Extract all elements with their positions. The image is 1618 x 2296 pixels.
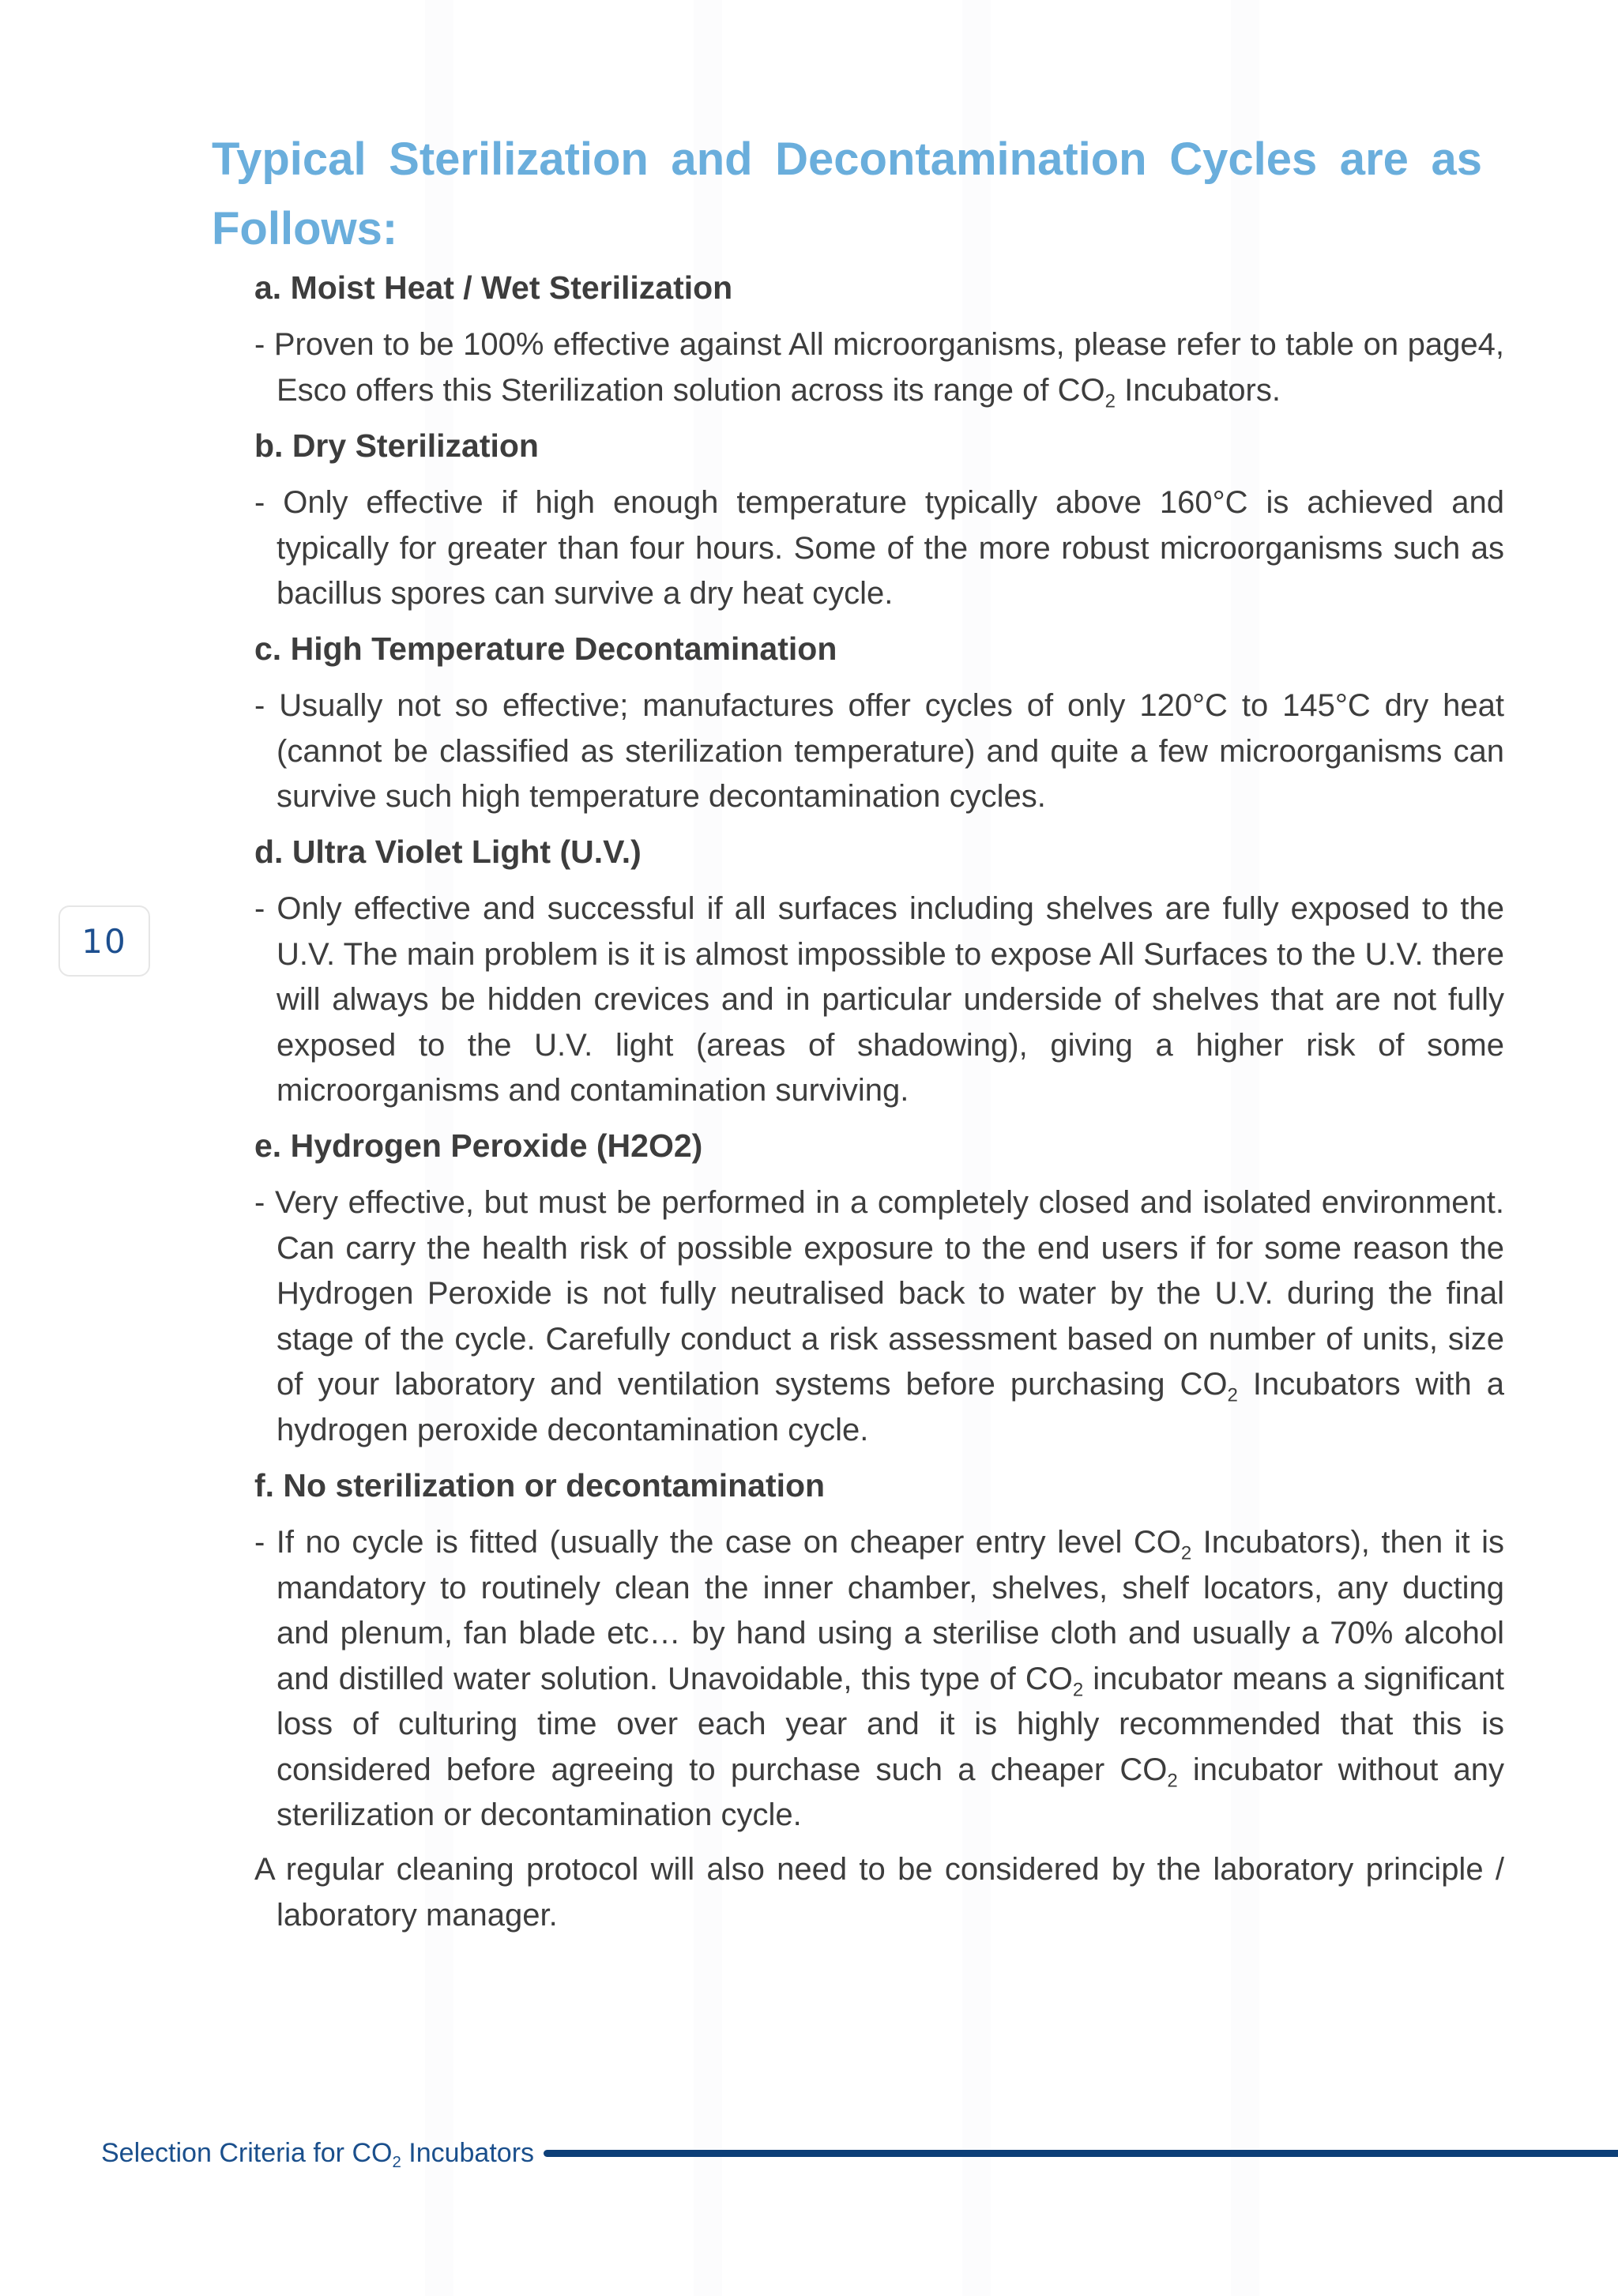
page-title: Typical Sterilization and Decontamination Cycles are as Follows: <box>212 134 1482 254</box>
subscript-2: 2 <box>1167 1769 1178 1791</box>
section-text-ultra-violet: - Only effective and successful if all surfaces including shelves are fully exposed to the U.V. The main problem is it is almost impossible to expose All Surfaces to the U.V. there will always be hidden crevices and in particular underside of shelves that are not fully exposed to the U.V. light (areas of shadowing), giving a higher risk of some microorganisms and contamination surviving. <box>254 891 1504 1108</box>
section-heading-ultra-violet: d. Ultra Violet Light (U.V.) <box>254 834 642 870</box>
closing-paragraph: A regular cleaning protocol will also need to be considered by the laboratory principle / laboratory manager. <box>254 1852 1504 1933</box>
footer-title <box>101 2133 534 2173</box>
text-fragment: Incubators with a hydrogen peroxide decontamination cycle. <box>277 1367 1504 1447</box>
section-text-dry-sterilization: - Only effective if high enough temperature typically above 160°C is achieved and typically for greater than four hours. Some of the more robust microorganisms such as bacillus spores can survive a dry heat cycle. <box>254 485 1504 611</box>
subscript-2: 2 <box>1180 1542 1192 1564</box>
text-fragment: - Proven to be 100% effective against All microorganisms, please refer to table on page4, Esco offers this Sterilization solution across its range of CO <box>254 327 1504 408</box>
text-fragment: Incubators. <box>1115 372 1281 408</box>
section-heading-high-temperature: c. High Temperature Decontamination <box>254 630 837 667</box>
section-heading-hydrogen-peroxide: e. Hydrogen Peroxide (H2O2) <box>254 1127 703 1164</box>
section-heading-moist-heat: a. Moist Heat / Wet Sterilization <box>254 269 733 306</box>
section-heading-no-sterilization: f. No sterilization or decontamination <box>254 1467 826 1504</box>
text-fragment: - Very effective, but must be performed in a completely closed and isolated environment. Can carry the health risk of possible exposure to the end users if for some reason the Hydrogen Peroxide is not fully neutralised back to water by the U.V. during the final stage of the cycle. Carefully conduct a risk assessment based on number of units, size of your laboratory and ventilation systems before purchasing CO <box>254 1185 1504 1402</box>
text-fragment: Incubators <box>401 2138 535 2168</box>
page-number: 10 <box>58 905 150 977</box>
section-heading-dry-sterilization: b. Dry Sterilization <box>254 427 539 464</box>
subscript-2: 2 <box>1072 1678 1084 1700</box>
subscript-2: 2 <box>1227 1384 1238 1406</box>
subscript-2: 2 <box>392 2154 401 2172</box>
subscript-2: 2 <box>1104 390 1116 412</box>
text-fragment: incubator without any sterilization or decontamination cycle. <box>277 1752 1505 1832</box>
text-fragment: - If no cycle is fitted (usually the case on cheaper entry level CO <box>254 1525 1181 1560</box>
text-fragment: Selection Criteria for CO <box>101 2138 393 2168</box>
section-text-moist-heat <box>254 322 1504 413</box>
section-text-no-sterilization <box>254 1520 1504 1839</box>
footer-rule <box>544 2150 1618 2157</box>
text-fragment: Incubators), then it is mandatory to routinely clean the inner chamber, shelves, shelf locators, any ducting and plenum, fan blade etc… by hand using a sterilise cloth and usually a 70% alcohol and distilled water solution. Unavoidable, this type of CO <box>277 1525 1504 1696</box>
section-text-high-temperature: - Usually not so effective; manufactures offer cycles of only 120°C to 145°C dry heat (cannot be classified as sterilization temperature) and quite a few microorganisms can survive such high temperature decontamination cycles. <box>254 688 1504 814</box>
section-text-hydrogen-peroxide <box>254 1180 1504 1453</box>
text-fragment: incubator means a significant loss of culturing time over each year and it is highly recommended that this is considered before agreeing to purchase such a cheaper CO <box>277 1661 1505 1787</box>
